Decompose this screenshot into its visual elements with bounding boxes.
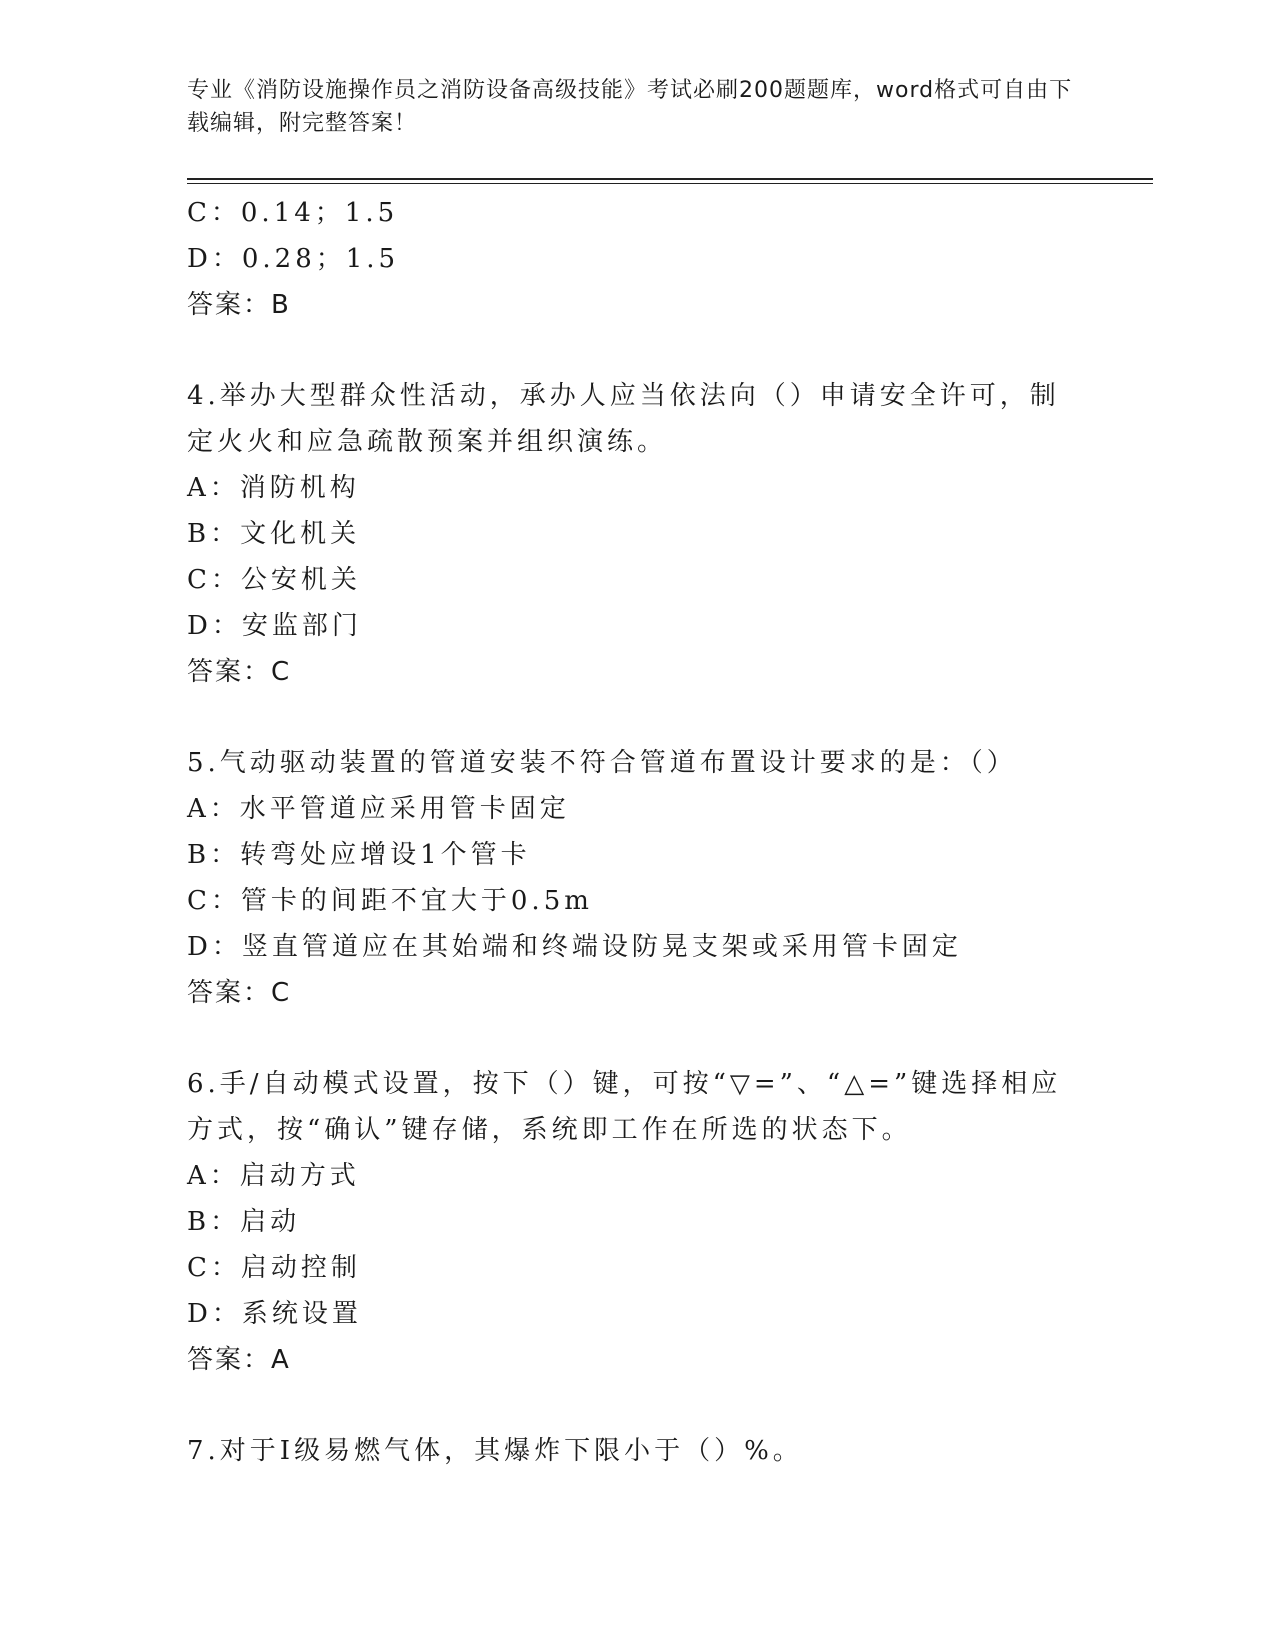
document-header: 专业《消防设施操作员之消防设备高级技能》考试必刷200题题库，word格式可自由下载编辑，附完整答案！ <box>187 78 1073 136</box>
question-5 <box>187 740 1087 1016</box>
question-text: 7.对于Ⅰ级易燃气体，其爆炸下限小于（）%。 <box>187 1436 803 1466</box>
option-b: B：文化机关 <box>187 519 361 549</box>
option-c: C：启动控制 <box>187 1253 361 1283</box>
option-b: B：启动 <box>187 1207 301 1237</box>
question-text: 5.气动驱动装置的管道安装不符合管道布置设计要求的是：（） <box>187 748 1017 778</box>
question-4 <box>187 373 1087 695</box>
option-d: D：系统设置 <box>187 1299 362 1329</box>
question-text: 4.举办大型群众性活动，承办人应当依法向（）申请安全许可，制定火火和应急疏散预案并组织演练。 <box>187 381 1060 457</box>
question-7 <box>187 1428 1087 1474</box>
document-body <box>187 190 1087 1474</box>
option-b: B：转弯处应增设1个管卡 <box>187 840 531 870</box>
header-rule-thick <box>187 178 1153 180</box>
option-d: D：安监部门 <box>187 611 362 641</box>
question-text: 6.手/自动模式设置，按下（）键，可按“▽=”、“△=”键选择相应方式，按“确认”键存储，系统即工作在所选的状态下。 <box>187 1069 1062 1145</box>
question-6 <box>187 1061 1087 1383</box>
option-a: A：消防机构 <box>187 473 360 503</box>
option-c: C：公安机关 <box>187 565 361 595</box>
answer-line: 答案：C <box>187 978 292 1008</box>
answer-line: 答案：B <box>187 290 291 320</box>
option-a: A：水平管道应采用管卡固定 <box>187 794 570 824</box>
option-c: C：0.14；1.5 <box>187 198 399 228</box>
option-c: C：管卡的间距不宜大于0.5m <box>187 886 593 916</box>
header-rule-thin <box>187 183 1153 184</box>
option-d: D：0.28；1.5 <box>187 244 400 274</box>
question-3-tail <box>187 190 1087 328</box>
option-d: D：竖直管道应在其始端和终端设防晃支架或采用管卡固定 <box>187 932 962 962</box>
answer-line: 答案：C <box>187 657 292 687</box>
answer-line: 答案：A <box>187 1345 291 1375</box>
option-a: A：启动方式 <box>187 1161 360 1191</box>
